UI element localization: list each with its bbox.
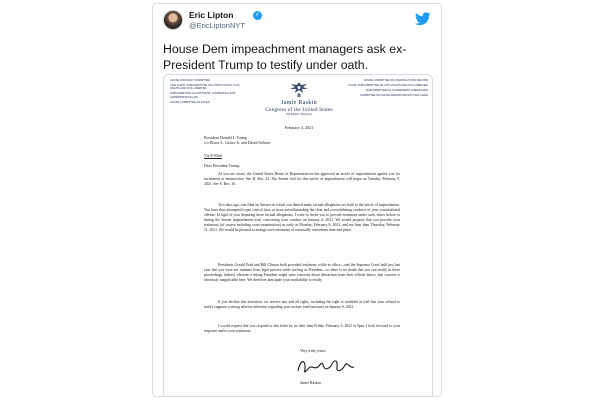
tweet-card xyxy=(152,3,442,397)
tweet-text: House Dem impeachment managers ask ex-President Trump to testify under oath. xyxy=(163,42,407,72)
committee-line: CHAIR, SUBCOMMITTEE ON CIVIL RIGHTS AND CIVIL LIBERTIES xyxy=(348,84,428,88)
avatar[interactable] xyxy=(163,10,183,30)
letter-closing: Very truly yours, xyxy=(300,349,327,353)
letter-paragraph: If you decline this invitation, we reserve any and all rights, including the right to establish at trial that your refusal to testify supports a strong adverse inference regarding your actions (and inaction) on January 6, 2021. xyxy=(204,300,400,310)
twitter-bird-icon[interactable] xyxy=(415,12,431,26)
recipient-line: c/o Bruce L. Castor Jr. and David Schoen xyxy=(204,140,271,146)
letter-paragraph: I would request that you respond to this letter by no later than Friday, February 5, 2021 at 5pm. I look forward to your response and to your testimony. xyxy=(204,324,400,334)
letterhead-congress: Congress of the United States xyxy=(265,107,333,113)
committees-right xyxy=(348,79,428,99)
letter-paragraph: Presidents Gerald Ford and Bill Clinton both provided testimony while in office—and the Supreme Court held just last year that you were not immune from legal process while serving as President—so there is no doubt that you can testify in these proceedings. Indeed, whereas a sitting President might raise concerns about distraction from their official duties, that concern is obviously inapplicable here. We therefore anticipate your availability to testify. xyxy=(204,263,400,283)
letter-paragraph: As you are aware, the United States House of Representatives has approved an article of impeachment against you for incitement of insurrection. See H. Res. 24. The Senate trial for this article of impeachment will begin on Tuesday, February 9, 2021. See S. Res. 16. xyxy=(204,172,400,187)
committee-line: HOUSE JUDICIARY COMMITTEE xyxy=(170,79,210,82)
recipient-address xyxy=(204,135,270,145)
committee-line: HOUSE COMMITTEE ON OVERSIGHT AND REFORM xyxy=(363,79,428,82)
signer-name: Jamie Raskin xyxy=(300,381,321,385)
letterhead-name: Jamie Raskin xyxy=(281,100,317,106)
author-handle[interactable]: @EricLiptonNYT xyxy=(189,21,245,30)
author-name[interactable]: Eric Lipton xyxy=(189,10,234,20)
letter-paragraph: Two days ago, you filed an Answer in which you denied many factual allegations set forth in the article of impeachment. You have thus attempted to put critical facts at issue notwithstanding the clear and overwhelming evidence of your constitutional offense. In light of your disputing these factual allegations, I write to invite you to provide testimony under oath, either before or during the Senate impeachment trial, concerning your conduct on January 6, 2021. We would propose that you provide your testimony (of course including cross-examination) as early as Monday, February 8, 2021, and not later than Thursday, February 11, 2021. We would be pleased to arrange such testimony at a mutually convenient time and place. xyxy=(204,203,400,233)
house-seal-icon xyxy=(288,80,310,98)
verified-badge-icon: ✓ xyxy=(254,12,261,18)
tweet-header xyxy=(163,10,433,32)
delivery-method: Via E-Mail xyxy=(204,153,222,158)
recipient-line: President Donald J. Trump xyxy=(204,135,247,140)
letter-document xyxy=(164,75,433,397)
committee-line: HOUSE COMMITTEE ON RULES xyxy=(170,100,210,104)
committee-line: SUBCOMMITTEE ON GOVERNMENT OPERATIONS xyxy=(365,89,428,93)
committee-line: SUBCOMMITTEE ON ANTITRUST, COMMERCIAL AND ADMINISTRATIVE LAW xyxy=(170,92,236,99)
committee-line: VICE CHAIR, SUBCOMMITTEE ON CONSTITUTION, CIVIL RIGHTS AND CIVIL LIBERTIES xyxy=(170,84,240,91)
letterhead-district: 8th District, Maryland xyxy=(286,113,312,116)
tweet-media-image[interactable] xyxy=(163,74,433,397)
letter-date: February 4, 2021 xyxy=(284,125,314,130)
committee-line: COMMITTEE ON HOUSE ADMINISTRATION VICE CHAIR xyxy=(359,94,428,98)
salutation: Dear President Trump, xyxy=(204,163,241,168)
signature-image xyxy=(292,355,362,377)
